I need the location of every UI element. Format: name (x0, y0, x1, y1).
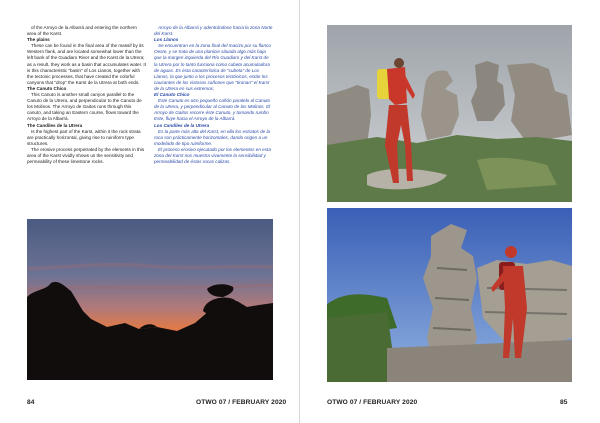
english-text-column (27, 25, 146, 165)
page-number-left: 84 (27, 399, 35, 406)
spanish-paragraph: Se encuentran en la zona final del macizo por su flanco Oeste, y se trata de una planicie situada algo más baja que la margen izquierda del Río Guadiaro y del Karst de la Utrera por lo tanto funciona como cubeta acumuladora de aguas. Es ésta característica de "cubeta" de Los Llanos, la que junto a los procesos tectónicos, están los causantes de los vistosos cañones que "tiranan" el Karst de la Utrera en sus extremos. (154, 43, 271, 91)
spanish-paragraph: Este Canuto es otro pequeño cañón paralelo al Canuto de la Utrera, y perpendicular al Canuto de los Molinos. El Arroyo de Gaitos recorre éste Canuto, y tomando rumbo Este, fluye hacia el Arroyo de la Albarrá. (154, 98, 271, 122)
english-heading: The plains (27, 37, 50, 43)
english-paragraph: This Canuto is another small canyon parallel to the Canuto de la Utrera, and perpendicular to the Canuto de los Molinos. The Arroyo de Gaitos runs through this canuto, and taking an Eastern course, flows toward the Arroyo de la Albarrá. (27, 92, 142, 122)
sunset-silhouette-photo (27, 219, 273, 380)
english-paragraph: Is the highest part of the Karst, within it the rock strata are practically horizontal, giving rise to ruiniform type structures. (27, 128, 141, 146)
spanish-paragraph: Es la parte más alta del Karst, en ella los estratos de la roca son prácticamente horizontales, dando origen a un modelado de tipo ruiniforme. (154, 128, 271, 146)
magazine-issue-left: OTWO 07 / FEBRUARY 2020 (196, 399, 287, 406)
english-heading: The Candiles de la Utrera (27, 122, 83, 128)
spanish-heading: Los Llanos (154, 37, 179, 43)
hiker-yellow-backpack-photo (327, 25, 572, 202)
page-spine (299, 0, 300, 423)
hiker-red-climber-photo (327, 208, 572, 382)
english-paragraph: These can be found in the final area of the massif by its Western flank, and are located somewhat lower than the left bank of the Guadiaro River and the Karst de la Utrera; as a result, they work as a basin that accumulates water. It is this characteristic "basin" of Los Llanos, together with the tectonic processes, that have created the colorful canyons that "drop" the Karst de la Utrera at both ends. (27, 43, 146, 85)
spanish-heading: Los Candiles de la Utrera (154, 122, 210, 128)
page-number-right: 85 (560, 399, 568, 406)
spanish-text-column (154, 25, 273, 165)
english-heading: The Canuto Chico (27, 85, 67, 91)
english-paragraph: of the Arroyo de la Albarrá and entering the northern area of the Karst. (27, 25, 137, 37)
spanish-heading: El Canuto Chico (154, 92, 190, 98)
english-paragraph: The erosive process perpetrated by the elements in this area of the Karst vividly shows us the sensitivity and permeability of these limestone rocks. (27, 146, 145, 165)
magazine-issue-right: OTWO 07 / FEBRUARY 2020 (327, 399, 418, 406)
spanish-paragraph: El proceso erosivo ejecutado por los elementos en esta zona del Karst nos muestra vivamente la sensibilidad y permeabilidad de éstas rocas calizas. (154, 146, 271, 165)
spanish-paragraph: Arroyo de la Albarrá y adentrándose hacia la zona Norte del Karst. (154, 25, 273, 37)
